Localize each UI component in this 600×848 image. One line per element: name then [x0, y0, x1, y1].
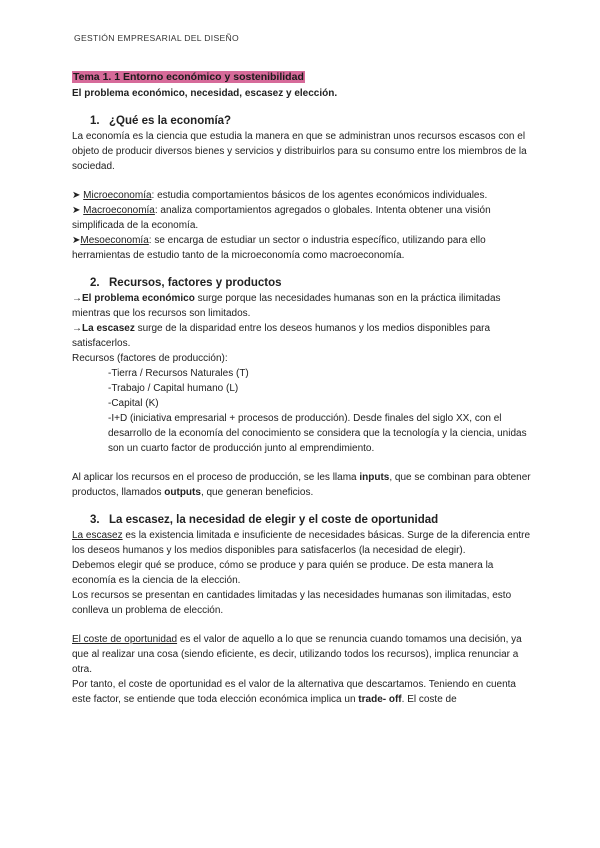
meso-bullet — [72, 233, 532, 263]
macro-text: : analiza comportamientos agregados o globales. Intenta obtener una visión simplificada de la economía. — [72, 205, 491, 231]
section-title: ¿Qué es la economía? — [109, 115, 232, 127]
macro-bullet — [72, 203, 532, 233]
opportunity-cost-definition — [72, 632, 532, 677]
limited-resources-paragraph: Los recursos se presentan en cantidades limitadas y las necesidades humanas son ilimitadas, esto conlleva un problema de elección. — [72, 590, 512, 616]
choice-paragraph: Debemos elegir qué se produce, cómo se produce y para quién se produce. De esta manera la economía es la ciencia de la elección. — [72, 560, 494, 586]
meso-text: : se encarga de estudiar un sector o industria específico, utilizando para ello herramientas de estudio tanto de la microeconomía como macroeconomía. — [72, 235, 486, 261]
paragraph-text: surge de la disparidad entre los deseos humanos y los medios disponibles para satisfacerlos. — [72, 323, 491, 349]
section-number: 2. — [90, 277, 100, 289]
section-number: 1. — [90, 115, 100, 127]
paragraph-text: Al aplicar los recursos en el proceso de producción, se les llama — [72, 472, 360, 483]
title-line — [72, 70, 532, 85]
micro-text: : estudia comportamientos básicos de los agentes económicos individuales. — [151, 190, 488, 201]
page-header: GESTIÓN EMPRESARIAL DEL DISEÑO — [74, 33, 239, 43]
paragraph-text: es el valor de aquello a lo que se renuncia cuando tomamos una decisión, ya que al realizar una cosa (siendo eficiente, es decir, utilizando todos los recursos), implica renunciar a otra. — [72, 634, 522, 675]
paragraph-text: , que generan beneficios. — [200, 487, 314, 498]
underlined-term: La escasez — [72, 530, 123, 541]
resource-item: -Tierra / Recursos Naturales (T) — [108, 368, 249, 379]
section-3-heading — [72, 512, 532, 528]
section-1-paragraph: La economía es la ciencia que estudia la manera en que se administran unos recursos escasos con el objeto de producir diversos bienes y servicios y distribuirlos para su consumo entre los miembros de la sociedad. — [72, 131, 527, 172]
resource-item: -Capital (K) — [108, 398, 159, 409]
trade-off-term: trade- off — [358, 694, 402, 705]
paragraph-text: . El coste de — [401, 694, 457, 705]
meso-term: Mesoeconomía — [80, 235, 149, 246]
highlighted-title: Tema 1. 1 Entorno económico y sostenibilidad — [73, 71, 304, 83]
arrow-bullet-icon: ➤ — [72, 235, 81, 246]
section-number: 3. — [90, 514, 100, 526]
micro-term: Microeconomía — [83, 190, 152, 201]
arrow-icon: → — [72, 293, 82, 304]
resource-item: -I+D (iniciativa empresarial + procesos de producción). Desde finales del siglo XX, con el desarrollo de la economía del conocimiento se considera que la tecnología y la ciencia, unidas son un cuarto factor de producción junto al emprendimiento. — [108, 413, 527, 454]
micro-bullet — [72, 188, 532, 203]
section-1-heading — [72, 113, 532, 129]
scarcity-definition — [72, 528, 532, 558]
inputs-term: inputs — [359, 472, 390, 483]
subtitle: El problema económico, necesidad, escasez y elección. — [72, 88, 338, 99]
arrow-icon: → — [72, 323, 82, 334]
paragraph-text: , que se combinan para obtener productos, llamados — [72, 472, 531, 498]
resource-item: -Trabajo / Capital humano (L) — [108, 383, 239, 394]
underlined-term: El coste de oportunidad — [72, 634, 178, 645]
paragraph-text: Por tanto, el coste de oportunidad es el valor de la alternativa que descartamos. Teniendo en cuenta este factor, se entiende que toda elección económica implica un — [72, 679, 516, 705]
section-title: La escasez, la necesidad de elegir y el coste de oportunidad — [109, 514, 439, 526]
bold-term: El problema económico — [82, 293, 195, 304]
section-2-heading — [72, 275, 532, 291]
outputs-term: outputs — [164, 487, 201, 498]
scarcity-paragraph — [72, 321, 532, 351]
resources-intro: Recursos (factores de producción): — [72, 353, 228, 364]
paragraph-text: es la existencia limitada e insuficiente de necesidades básicas. Surge de la diferencia entre los deseos humanos y los medios disponibles para satisfacerlos (la necesidad de elegir). — [72, 530, 531, 556]
arrow-bullet-icon: ➤ — [72, 190, 81, 201]
document-body — [72, 70, 532, 707]
arrow-bullet-icon: ➤ — [72, 205, 81, 216]
economic-problem-paragraph — [72, 291, 532, 321]
bold-term: La escasez — [82, 323, 135, 334]
paragraph-text: surge porque las necesidades humanas son en la práctica ilimitadas mientras que los recursos son limitados. — [72, 293, 501, 319]
macro-term: Macroeconomía — [83, 205, 155, 216]
trade-off-paragraph — [72, 677, 532, 707]
section-title: Recursos, factores y productos — [109, 277, 282, 289]
inputs-outputs-paragraph — [72, 470, 532, 500]
